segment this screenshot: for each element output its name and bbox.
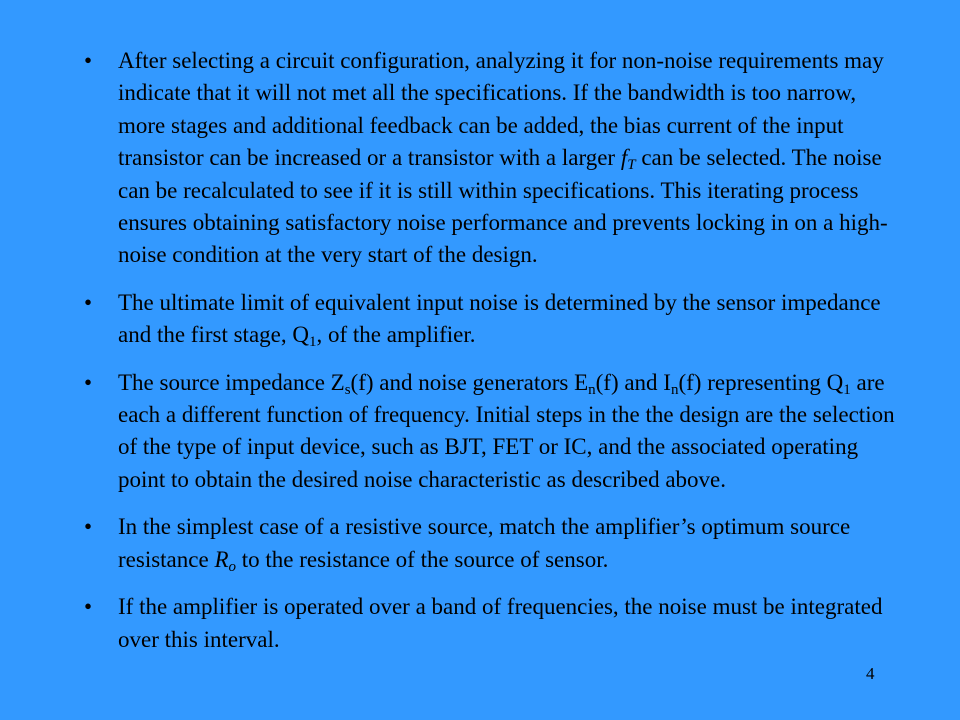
subscript-text: s (344, 381, 351, 398)
bullet-item (84, 591, 904, 656)
bullet-text (118, 287, 904, 352)
text-segment: In the simplest case of a resistive source, match the amplifier’s optimum source resistance (118, 514, 851, 572)
bullet-item (84, 367, 904, 497)
subscript-text: 1 (843, 381, 851, 398)
subscript-text: 1 (308, 334, 317, 351)
subscript-text: n (588, 381, 596, 398)
subscript-text: n (670, 381, 679, 398)
bullet-item (84, 287, 904, 352)
bullet-marker: • (84, 369, 93, 395)
text-segment: If the amplifier is operated over a band of frequencies, the noise must be integrated over this interval. (118, 594, 883, 652)
text-segment: can be selected. The noise can be recalculated to see if it is still within specifications. This iterating process ensures obtaining satisfactory noise performance and prevents locking in on a high-noise condition at the very start of the design. (118, 145, 888, 268)
bullet-marker: • (84, 594, 93, 620)
text-segment: , of the amplifier. (316, 322, 476, 348)
text-segment: (f) and I (595, 369, 671, 395)
text-segment: (f) and noise generators E (350, 369, 589, 395)
bullet-text (118, 591, 904, 656)
bullet-text (118, 511, 904, 576)
subscript-text: T (627, 157, 636, 174)
bullet-list (84, 45, 904, 671)
bullet-marker: • (84, 289, 93, 315)
text-segment: The source impedance Z (118, 369, 345, 395)
italic-symbol: R (214, 546, 229, 572)
italic-symbol: f (620, 145, 628, 171)
bullet-text (118, 367, 904, 497)
bullet-marker: • (84, 48, 93, 73)
bullet-marker: • (84, 514, 93, 540)
text-segment: (f) representing Q (678, 369, 844, 395)
text-segment: The ultimate limit of equivalent input noise is determined by the sensor impedance and the first stage, Q (118, 289, 881, 348)
text-segment: are each a different function of frequency. Initial steps in the the design are the selection of the type of input device, such as BJT, FET or IC, and the associated operating point to obtain the desired noise characteristic as described above. (118, 369, 895, 492)
text-segment: to the resistance of the source of sensor. (236, 546, 609, 572)
text-segment: After selecting a circuit configuration, analyzing it for non-noise requirements may indicate that it will not met all the specifications. If the bandwidth is too narrow, more stages and additional feedback can be added, the bias current of the input transistor can be increased or a transistor with a larger (118, 48, 884, 171)
bullet-item (84, 45, 904, 272)
bullet-text (118, 45, 904, 272)
page-number: 4 (866, 664, 875, 683)
subscript-text: o (228, 558, 236, 575)
bullet-item (84, 511, 904, 576)
